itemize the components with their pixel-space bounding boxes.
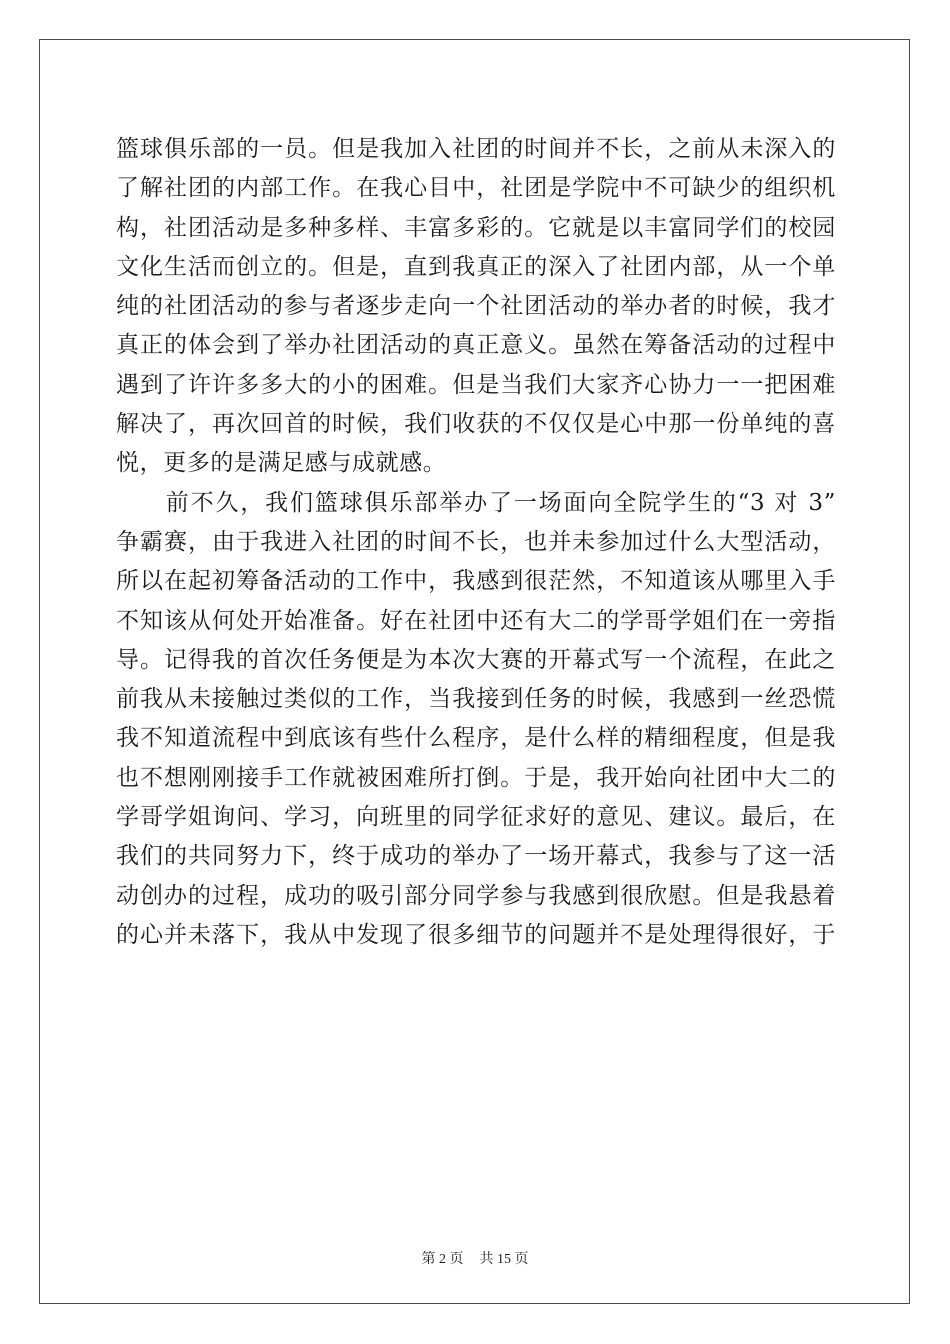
- text-line: 篮球俱乐部的一员。但是我加入社团的时间并不长，之前从未深入的: [116, 136, 836, 162]
- text-line-paragraph-start: 前不久，我们篮球俱乐部举办了一场面向全院学生的“3 对 3”: [116, 489, 836, 516]
- text-line: 了解社团的内部工作。在我心目中，社团是学院中不可缺少的组织机: [116, 175, 836, 202]
- text-line: 真正的体会到了举办社团活动的真正意义。虽然在筹备活动的过程中: [116, 332, 836, 359]
- text-line: 纯的社团活动的参与者逐步走向一个社团活动的举办者的时候，我才: [116, 293, 836, 320]
- text-line: 学哥学姐询问、学习，向班里的同学征求好的意见、建议。最后，在: [116, 804, 836, 831]
- page-footer: [0, 1248, 950, 1268]
- text-line: 文化生活而创立的。但是，直到我真正的深入了社团内部，从一个单: [116, 253, 836, 280]
- text-line: 争霸赛，由于我进入社团的时间不长，也并未参加过什么大型活动，: [116, 528, 836, 555]
- text-line: 动创办的过程，成功的吸引部分同学参与我感到很欣慰。但是我悬着: [116, 882, 836, 909]
- text-line: 也不想刚刚接手工作就被困难所打倒。于是，我开始向社团中大二的: [116, 764, 836, 791]
- current-page-number: 第 2 页: [421, 1252, 464, 1267]
- text-line-paragraph-end: 悦，更多的是满足感与成就感。: [116, 450, 447, 477]
- text-line: 前我从未接触过类似的工作，当我接到任务的时候，我感到一丝恐慌: [116, 686, 836, 713]
- text-line: 的心并未落下，我从中发现了很多细节的问题并不是处理得很好，于: [116, 921, 836, 948]
- text-line: 所以在起初筹备活动的工作中，我感到很茫然，不知道该从哪里入手: [116, 568, 836, 595]
- total-page-count: 共 15 页: [479, 1252, 529, 1267]
- text-line: 我们的共同努力下，终于成功的举办了一场开幕式，我参与了这一活: [116, 843, 836, 870]
- document-body: [116, 130, 836, 955]
- text-line: 构，社团活动是多种多样、丰富多彩的。它就是以丰富同学们的校园: [116, 214, 836, 241]
- text-line: 遇到了许许多多大的小的困难。但是当我们大家齐心协力一一把困难: [116, 371, 836, 398]
- text-line: 解决了，再次回首的时候，我们收获的不仅仅是心中那一份单纯的喜: [116, 411, 836, 438]
- text-line: 不知该从何处开始准备。好在社团中还有大二的学哥学姐们在一旁指: [116, 607, 836, 634]
- text-line: 我不知道流程中到底该有些什么程序，是什么样的精细程度，但是我: [116, 725, 836, 752]
- text-line: 导。记得我的首次任务便是为本次大赛的开幕式写一个流程，在此之: [116, 646, 836, 673]
